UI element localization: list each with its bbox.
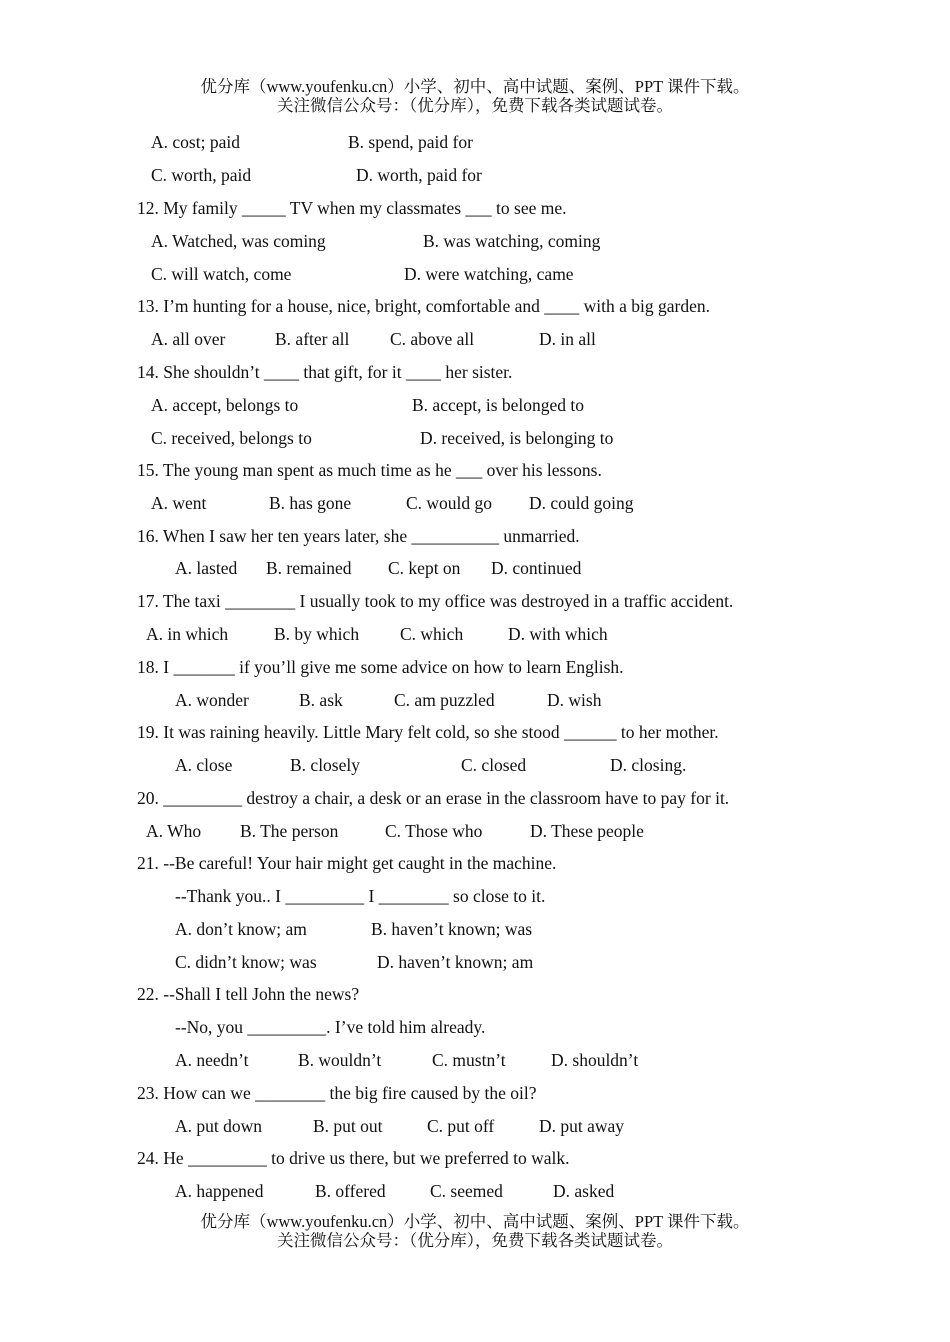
- q21-option-c[interactable]: C. didn’t know; was: [175, 952, 317, 972]
- q16-option-b[interactable]: B. remained: [266, 558, 352, 578]
- q12-option-c[interactable]: C. will watch, come: [151, 264, 292, 284]
- q21-stem: 21. --Be careful! Your hair might get caught in the machine.: [137, 853, 557, 873]
- footer-line-1: 优分库（www.youfenku.cn）小学、初中、高中试题、案例、PPT 课件下载。: [200, 1212, 750, 1231]
- q12-stem: 12. My family _____ TV when my classmates ___ to see me.: [137, 198, 567, 218]
- q12-option-b[interactable]: B. was watching, coming: [423, 231, 601, 251]
- q15-option-b[interactable]: B. has gone: [269, 493, 352, 513]
- q22-option-d[interactable]: D. shouldn’t: [551, 1050, 639, 1070]
- q19-option-a[interactable]: A. close: [175, 755, 233, 775]
- q16-option-a[interactable]: A. lasted: [175, 558, 238, 578]
- q23-option-b[interactable]: B. put out: [313, 1116, 383, 1136]
- q14-option-a[interactable]: A. accept, belongs to: [151, 395, 299, 415]
- q22-option-c[interactable]: C. mustn’t: [432, 1050, 506, 1070]
- q13-option-c[interactable]: C. above all: [390, 329, 475, 349]
- q23-option-d[interactable]: D. put away: [539, 1116, 625, 1136]
- q18-option-a[interactable]: A. wonder: [175, 690, 249, 710]
- footer-line-2: 关注微信公众号：（优分库），免费下载各类试题试卷。: [277, 1231, 673, 1250]
- q22-option-b[interactable]: B. wouldn’t: [298, 1050, 382, 1070]
- q21-reply: --Thank you.. I _________ I ________ so close to it.: [175, 886, 546, 906]
- q15-stem: 15. The young man spent as much time as he ___ over his lessons.: [137, 460, 602, 480]
- q15-option-c[interactable]: C. would go: [406, 493, 493, 513]
- q23-stem: 23. How can we ________ the big fire caused by the oil?: [137, 1083, 537, 1103]
- q13-stem: 13. I’m hunting for a house, nice, bright, comfortable and ____ with a big garden.: [137, 296, 710, 316]
- q19-stem: 19. It was raining heavily. Little Mary felt cold, so she stood ______ to her mother.: [137, 722, 719, 742]
- q21-option-b[interactable]: B. haven’t known; was: [371, 919, 533, 939]
- q18-option-b[interactable]: B. ask: [299, 690, 343, 710]
- q17-option-c[interactable]: C. which: [400, 624, 464, 644]
- page-footer: [0, 1212, 950, 1250]
- q16-option-c[interactable]: C. kept on: [388, 558, 461, 578]
- q24-option-a[interactable]: A. happened: [175, 1181, 264, 1201]
- q11-option-c[interactable]: C. worth, paid: [151, 165, 252, 185]
- q17-option-a[interactable]: A. in which: [146, 624, 229, 644]
- q20-stem: 20. _________ destroy a chair, a desk or an erase in the classroom have to pay for it.: [137, 788, 730, 808]
- q17-option-b[interactable]: B. by which: [274, 624, 360, 644]
- q12-option-a[interactable]: A. Watched, was coming: [151, 231, 326, 251]
- q18-stem: 18. I _______ if you’ll give me some advice on how to learn English.: [137, 657, 624, 677]
- q15-option-d[interactable]: D. could going: [529, 493, 634, 513]
- q23-option-a[interactable]: A. put down: [175, 1116, 263, 1136]
- q20-option-b[interactable]: B. The person: [240, 821, 339, 841]
- q20-option-c[interactable]: C. Those who: [385, 821, 483, 841]
- q17-stem: 17. The taxi ________ I usually took to my office was destroyed in a traffic accident.: [137, 591, 734, 611]
- q19-option-b[interactable]: B. closely: [290, 755, 360, 775]
- q20-option-a[interactable]: A. Who: [146, 821, 202, 841]
- q17-option-d[interactable]: D. with which: [508, 624, 608, 644]
- q13-option-d[interactable]: D. in all: [539, 329, 596, 349]
- q22-option-a[interactable]: A. needn’t: [175, 1050, 249, 1070]
- header-line-2: 关注微信公众号：（优分库），免费下载各类试题试卷。: [277, 96, 673, 115]
- q14-option-b[interactable]: B. accept, is belonged to: [412, 395, 585, 415]
- q14-option-d[interactable]: D. received, is belonging to: [420, 428, 614, 448]
- q24-option-d[interactable]: D. asked: [553, 1181, 615, 1201]
- q14-option-c[interactable]: C. received, belongs to: [151, 428, 312, 448]
- q22-reply: --No, you _________. I’ve told him already.: [175, 1017, 486, 1037]
- q23-option-c[interactable]: C. put off: [427, 1116, 495, 1136]
- q21-option-a[interactable]: A. don’t know; am: [175, 919, 307, 939]
- q11-option-b[interactable]: B. spend, paid for: [348, 132, 473, 152]
- q19-option-c[interactable]: C. closed: [461, 755, 527, 775]
- header-line-1: 优分库（www.youfenku.cn）小学、初中、高中试题、案例、PPT 课件下载。: [200, 77, 750, 96]
- q11-option-d[interactable]: D. worth, paid for: [356, 165, 482, 185]
- q18-option-c[interactable]: C. am puzzled: [394, 690, 495, 710]
- q13-option-a[interactable]: A. all over: [151, 329, 226, 349]
- q16-stem: 16. When I saw her ten years later, she __________ unmarried.: [137, 526, 580, 546]
- q22-stem: 22. --Shall I tell John the news?: [137, 984, 360, 1004]
- page-header: [0, 77, 950, 115]
- q20-option-d[interactable]: D. These people: [530, 821, 644, 841]
- q14-stem: 14. She shouldn’t ____ that gift, for it ____ her sister.: [137, 362, 513, 382]
- q24-option-b[interactable]: B. offered: [315, 1181, 386, 1201]
- q12-option-d[interactable]: D. were watching, came: [404, 264, 574, 284]
- q19-option-d[interactable]: D. closing.: [610, 755, 687, 775]
- q21-option-d[interactable]: D. haven’t known; am: [377, 952, 534, 972]
- q16-option-d[interactable]: D. continued: [491, 558, 582, 578]
- q13-option-b[interactable]: B. after all: [275, 329, 350, 349]
- q24-option-c[interactable]: C. seemed: [430, 1181, 503, 1201]
- q18-option-d[interactable]: D. wish: [547, 690, 602, 710]
- q15-option-a[interactable]: A. went: [151, 493, 207, 513]
- q24-stem: 24. He _________ to drive us there, but we preferred to walk.: [137, 1148, 570, 1168]
- q11-option-a[interactable]: A. cost; paid: [151, 132, 240, 152]
